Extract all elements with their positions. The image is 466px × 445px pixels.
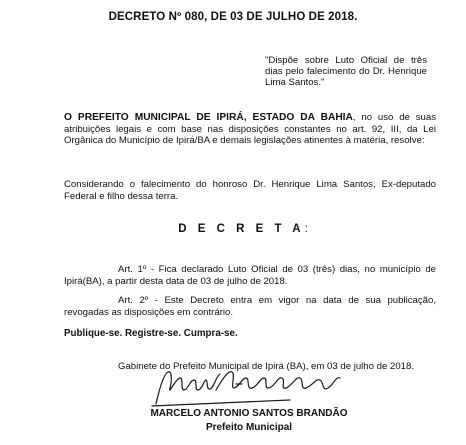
signer-name: MARCELO ANTONIO SANTOS BRANDÃO: [150, 408, 348, 419]
gabinete-line: Gabinete do Prefeito Municipal de Ipirá (BA), em 03 de julho de 2018.: [118, 361, 414, 372]
article-1: [64, 264, 436, 287]
decree-ementa: "Dispõe sobre Luto Oficial de três dias pelo falecimento do Dr. Henrique Lima Santos.": [265, 55, 427, 88]
considerando-paragraph: Considerando o falecimento do honroso Dr. Henrique Lima Santos, Ex-deputado Federal e filho dessa terra.: [64, 179, 436, 202]
preamble-authority: O PREFEITO MUNICIPAL DE IPIRÁ, ESTADO DA BAHIA: [64, 112, 353, 123]
decreta-colon: :: [304, 223, 308, 235]
article-2: [64, 295, 436, 318]
preamble-text: , no uso de suas atribuições legais e com base nas disposições constantes no art. 92, III, da Lei Orgânica do Município de Ipirá/BA e demais legislações atinentes à matéria, resolve:: [64, 112, 437, 146]
article-2-text: Art. 2º - Este Decreto entra em vigor na data de sua publicação, revogadas as disposições em contrário.: [64, 295, 436, 318]
closing-formula: Publique-se. Registre-se. Cumpra-se.: [64, 328, 238, 339]
article-1-text: Art. 1º - Fica declarado Luto Oficial de 03 (três) dias, no município de Ipirá(BA), a partir desta data de 03 de julho de 2018.: [64, 264, 436, 287]
handwritten-signature: [150, 366, 350, 410]
decree-title: DECRETO Nº 080, DE 03 DE JULHO DE 2018.: [108, 11, 358, 23]
signer-role: Prefeito Municipal: [205, 422, 293, 433]
decreta-heading: [0, 223, 466, 235]
decree-preamble: [64, 112, 436, 147]
decreta-label: D E C R E T A: [178, 223, 305, 235]
